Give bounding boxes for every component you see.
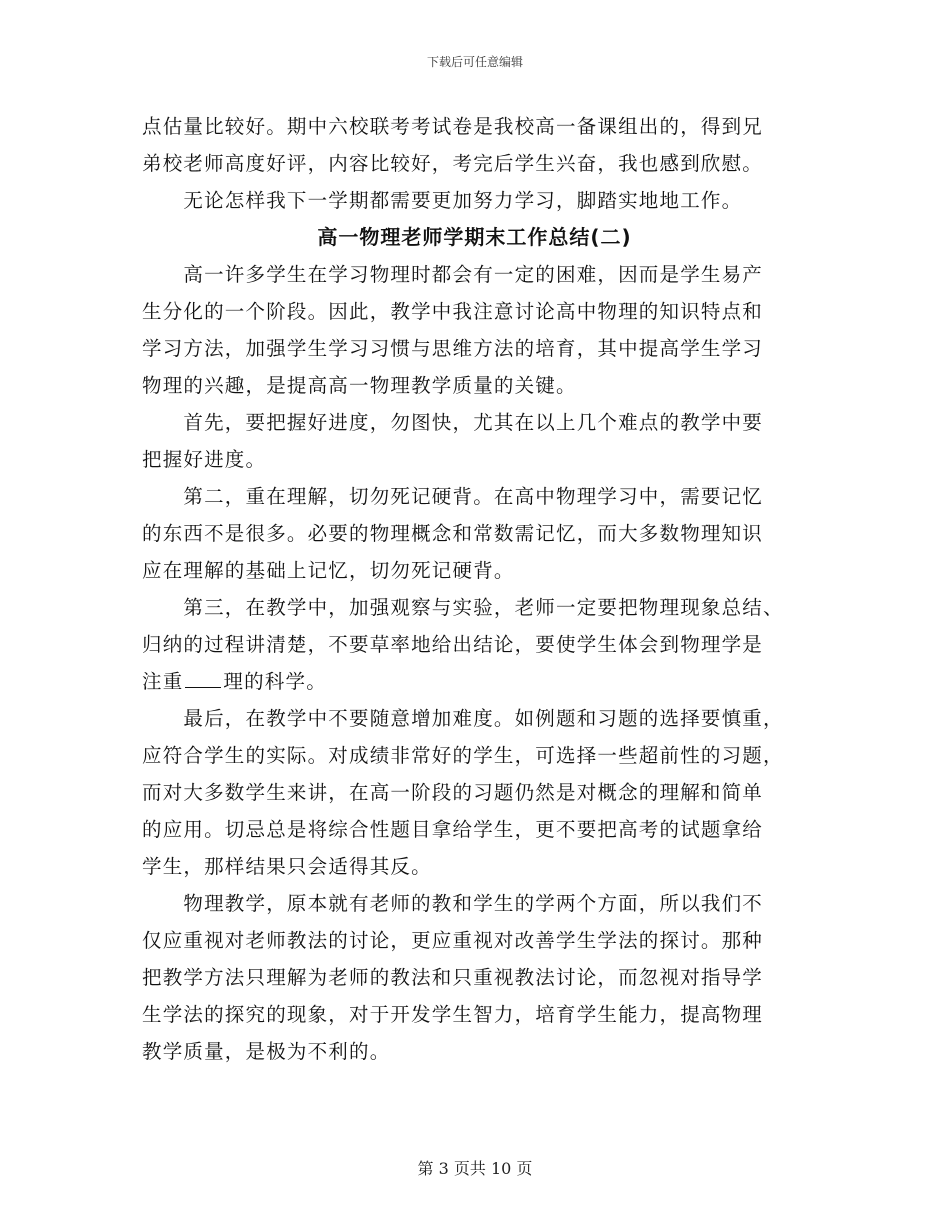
text-before-blank: 注重 (142, 670, 184, 693)
text-line: 无论怎样我下一学期都需要更加努力学习，脚踏实地地工作。 (142, 189, 743, 212)
text-line: 的应用。切忌总是将综合性题目拿给学生，更不要把高考的试题拿给 (142, 818, 764, 841)
page-footer: 第 3 页共 10 页 (417, 1159, 533, 1178)
text-line: 物理的兴趣，是提高高一物理教学质量的关键。 (142, 374, 577, 397)
text-line: 生学法的探究的现象，对于开发学生智力，培育学生能力，提高物理 (142, 1003, 764, 1026)
text-line: 弟校老师高度好评，内容比较好，考完后学生兴奋，我也感到欣慰。 (142, 152, 764, 175)
text-line: 而对大多数学生来讲，在高一阶段的习题仍然是对概念的理解和简单 (142, 781, 764, 804)
section-title: 高一物理老师学期末工作总结(二) (317, 225, 632, 249)
text-line: 归纳的过程讲清楚，不要草率地给出结论，要使学生体会到物理学是 (142, 633, 764, 656)
text-line: 应符合学生的实际。对成绩非常好的学生，可选择一些超前性的习题， (142, 744, 784, 767)
text-line: 学生，那样结果只会适得其反。 (142, 855, 432, 878)
text-line: 生分化的一个阶段。因此，教学中我注意讨论高中物理的知识特点和 (142, 300, 764, 323)
text-line: 第三，在教学中，加强观察与实验，老师一定要把物理现象总结、 (142, 596, 784, 619)
text-line: 最后，在教学中不要随意增加难度。如例题和习题的选择要慎重， (142, 707, 784, 730)
text-line: 点估量比较好。期中六校联考考试卷是我校高一备课组出的，得到兄 (142, 115, 764, 138)
text-line: 高一许多学生在学习物理时都会有一定的困难，因而是学生易产 (142, 263, 764, 286)
text-line: 学习方法，加强学生学习习惯与思维方法的培育，其中提高学生学习 (142, 337, 764, 360)
text-line: 的东西不是很多。必要的物理概念和常数需记忆，而大多数物理知识 (142, 522, 764, 545)
text-line: 教学质量，是极为不利的。 (142, 1040, 391, 1063)
document-body (142, 108, 807, 1070)
text-line: 首先，要把握好进度，勿图快，尤其在以上几个难点的教学中要 (142, 411, 764, 434)
text-line: 把握好进度。 (142, 448, 267, 471)
text-after-blank: 理的科学。 (223, 670, 327, 693)
text-line: 物理教学，原本就有老师的教和学生的学两个方面，所以我们不 (142, 892, 764, 915)
page-header: 下载后可任意编辑 (426, 55, 523, 69)
fill-in-blank (185, 669, 221, 688)
text-line: 第二，重在理解，切勿死记硬背。在高中物理学习中，需要记忆 (142, 485, 764, 508)
text-line: 把教学方法只理解为老师的教法和只重视教法讨论，而忽视对指导学 (142, 966, 764, 989)
text-line: 应在理解的基础上记忆，切勿死记硬背。 (142, 559, 515, 582)
text-line: 仅应重视对老师教法的讨论，更应重视对改善学生学法的探讨。那种 (142, 929, 764, 952)
text-line-with-blank (142, 663, 807, 700)
